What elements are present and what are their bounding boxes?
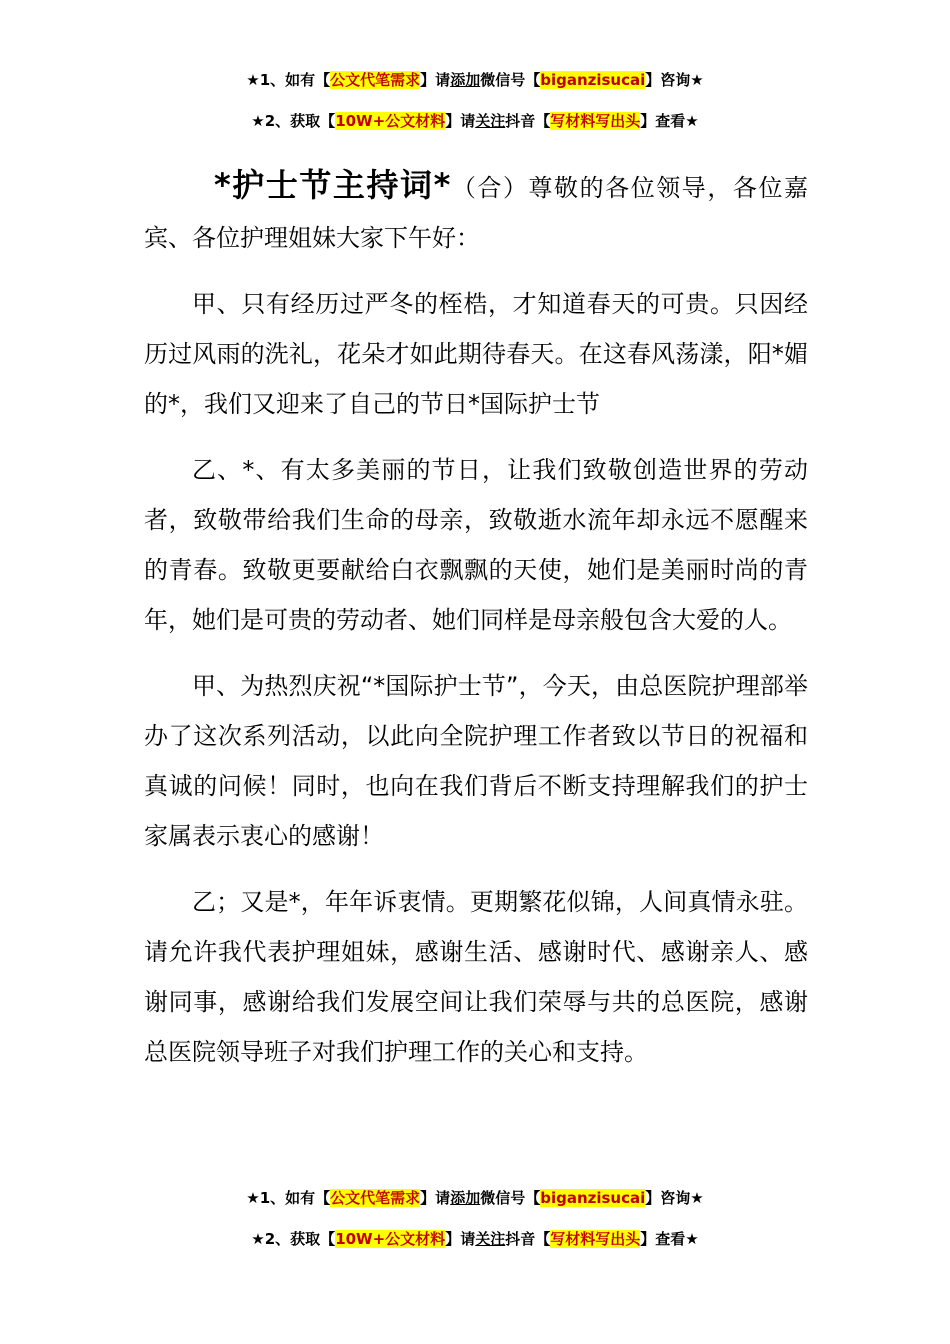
paragraph-3: 甲、为热烈庆祝“*国际护士节”，今天，由总医院护理部举办了这次系列活动，以此向全院护理工作者致以节日的祝福和真诚的问候！同时，也向在我们背后不断支持理解我们的护士家属表示衷心的感谢！	[144, 672, 808, 850]
banner-text: ★1、如有【	[246, 1189, 331, 1207]
banner-underline: 添加	[450, 1189, 481, 1207]
paragraph-1: 甲、只有经历过严冬的桎梏，才知道春天的可贵。只因经历过风雨的洗礼，花朵才如此期待春天。在这春风荡漾，阳*媚的*，我们又迎来了自己的节日*国际护士节	[144, 290, 808, 418]
banner-text: 】咨询★	[645, 1189, 704, 1207]
banner-text: 抖音【	[505, 112, 551, 130]
opening-paragraph	[144, 160, 808, 263]
opening-text: （合）尊敬的各位领导，各位嘉宾、各位护理姐妹大家下午好：	[144, 174, 808, 252]
banner-highlight: 写材料写出头	[550, 1230, 641, 1248]
banner-highlight: 公文代笔需求	[330, 1189, 421, 1207]
document-title: *护士节主持词*	[214, 166, 451, 204]
banner-highlight: biganzisucai	[540, 1189, 646, 1207]
banner-highlight: 写材料写出头	[550, 112, 641, 130]
bottom-banner-line-2	[0, 1229, 950, 1249]
document-body	[144, 160, 808, 1093]
banner-text: 】咨询★	[645, 71, 704, 89]
banner-highlight: 公文代笔需求	[330, 71, 421, 89]
top-banner-line-2	[0, 111, 950, 131]
banner-text: 】请	[445, 112, 476, 130]
banner-highlight: 10W+公文材料	[335, 1230, 446, 1248]
banner-text: 】请	[420, 1189, 451, 1207]
paragraph-2: 乙、*、有太多美丽的节日，让我们致敬创造世界的劳动者，致敬带给我们生命的母亲，致敬逝水流年却永远不愿醒来的青春。致敬更要献给白衣飘飘的天使，她们是美丽时尚的青年，她们是可贵的劳动者、她们同样是母亲般包含大爱的人。	[144, 456, 808, 634]
banner-text: ★2、获取【	[251, 112, 336, 130]
banner-highlight: 10W+公文材料	[335, 112, 446, 130]
banner-text: 】查看★	[640, 112, 699, 130]
banner-text: 微信号【	[480, 1189, 541, 1207]
banner-text: 微信号【	[480, 71, 541, 89]
banner-underline: 关注	[475, 1230, 506, 1248]
banner-text: 抖音【	[505, 1230, 551, 1248]
banner-underline: 关注	[475, 112, 506, 130]
banner-text: 】请	[420, 71, 451, 89]
banner-text: ★2、获取【	[251, 1230, 336, 1248]
banner-text: 】请	[445, 1230, 476, 1248]
paragraph-4: 乙；又是*，年年诉衷情。更期繁花似锦，人间真情永驻。请允许我代表护理姐妹，感谢生活、感谢时代、感谢亲人、感谢同事，感谢给我们发展空间让我们荣辱与共的总医院，感谢总医院领导班子对我们护理工作的关心和支持。	[144, 888, 808, 1066]
banner-underline: 添加	[450, 71, 481, 89]
banner-text: 】查看★	[640, 1230, 699, 1248]
bottom-banner-line-1	[0, 1188, 950, 1208]
top-banner-line-1	[0, 70, 950, 90]
banner-text: ★1、如有【	[246, 71, 331, 89]
banner-highlight: biganzisucai	[540, 71, 646, 89]
